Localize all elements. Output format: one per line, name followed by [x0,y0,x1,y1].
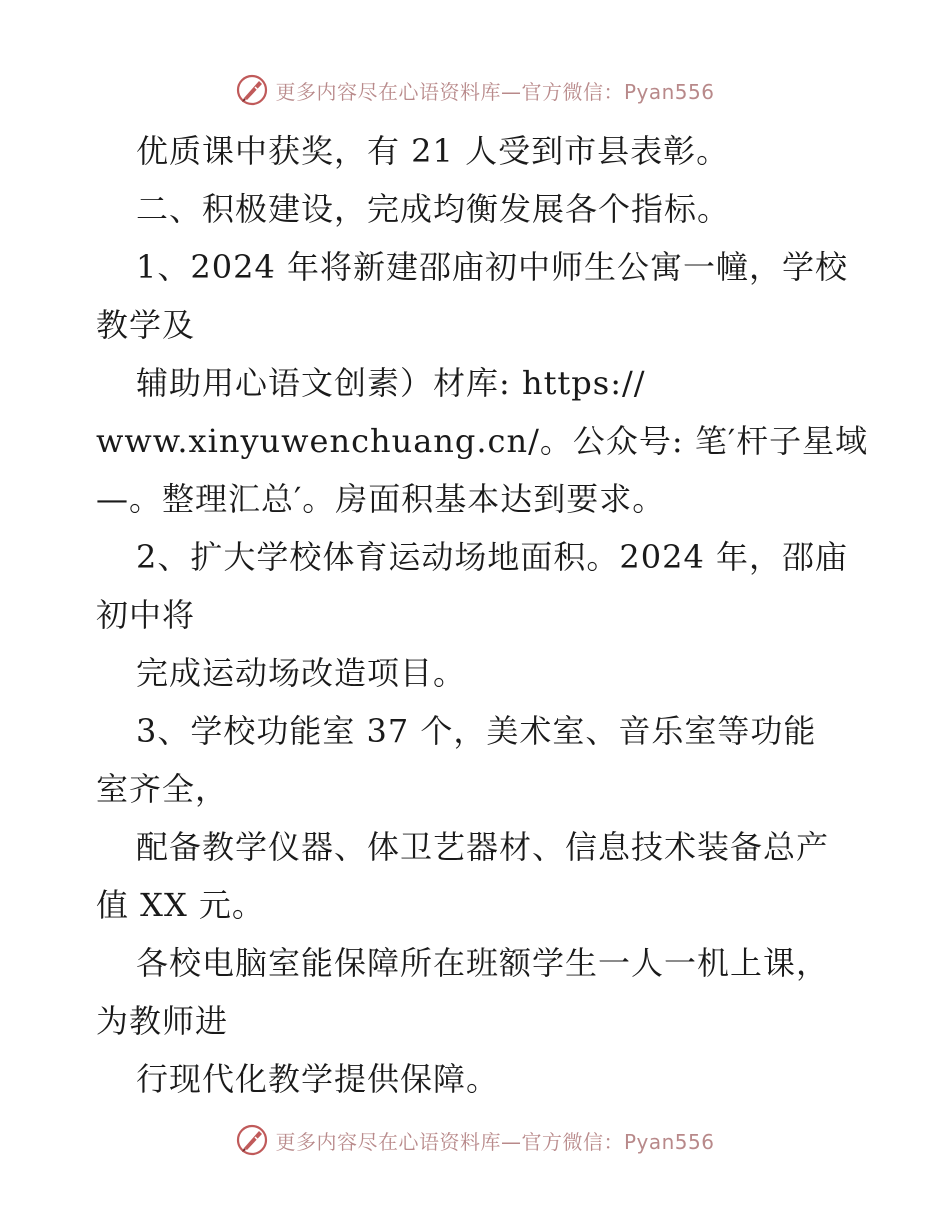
text-line: 2、扩大学校体育运动场地面积。2024 年，邵庙 [136,538,848,576]
quill-pen-circle-icon [235,73,269,107]
text-line: 辅助用心语文创素）材库: https:// [136,364,646,402]
document-body [96,122,869,1108]
header-banner-inner [235,73,714,107]
text-line: 各校电脑室能保障所在班额学生一人一机上课， [136,944,830,982]
text-line: 3、学校功能室 37 个，美术室、音乐室等功能 [136,712,817,750]
quill-pen-circle-icon [235,1123,269,1157]
text-line: 优质课中获奖，有 21 人受到市县表彰。 [136,132,730,170]
text-line: 值 XX 元。 [96,886,265,924]
text-line: 初中将 [96,596,196,634]
text-line: www.xinyuwenchuang.cn/。公众号: 笔′杆子星域 [96,422,869,460]
text-line: 为教师进 [96,1002,229,1040]
header-banner [0,70,950,110]
text-line: 教学及 [96,306,196,344]
header-banner-text: 更多内容尽在心语资料库—官方微信：Pyan556 [275,79,715,104]
footer-banner-text: 更多内容尽在心语资料库—官方微信：Pyan556 [275,1129,715,1154]
footer-banner [0,1120,950,1160]
text-line: 行现代化教学提供保障。 [136,1060,500,1098]
text-line: 1、2024 年将新建邵庙初中师生公寓一幢，学校 [136,248,848,286]
text-line: —。整理汇总′。房面积基本达到要求。 [96,480,666,518]
footer-banner-inner [235,1123,714,1157]
text-line: 二、积极建设，完成均衡发展各个指标。 [136,190,731,228]
text-line: 室齐全， [96,770,229,808]
text-line: 完成运动场改造项目。 [136,654,467,692]
text-line: 配备教学仪器、体卫艺器材、信息技术装备总产 [136,828,830,866]
